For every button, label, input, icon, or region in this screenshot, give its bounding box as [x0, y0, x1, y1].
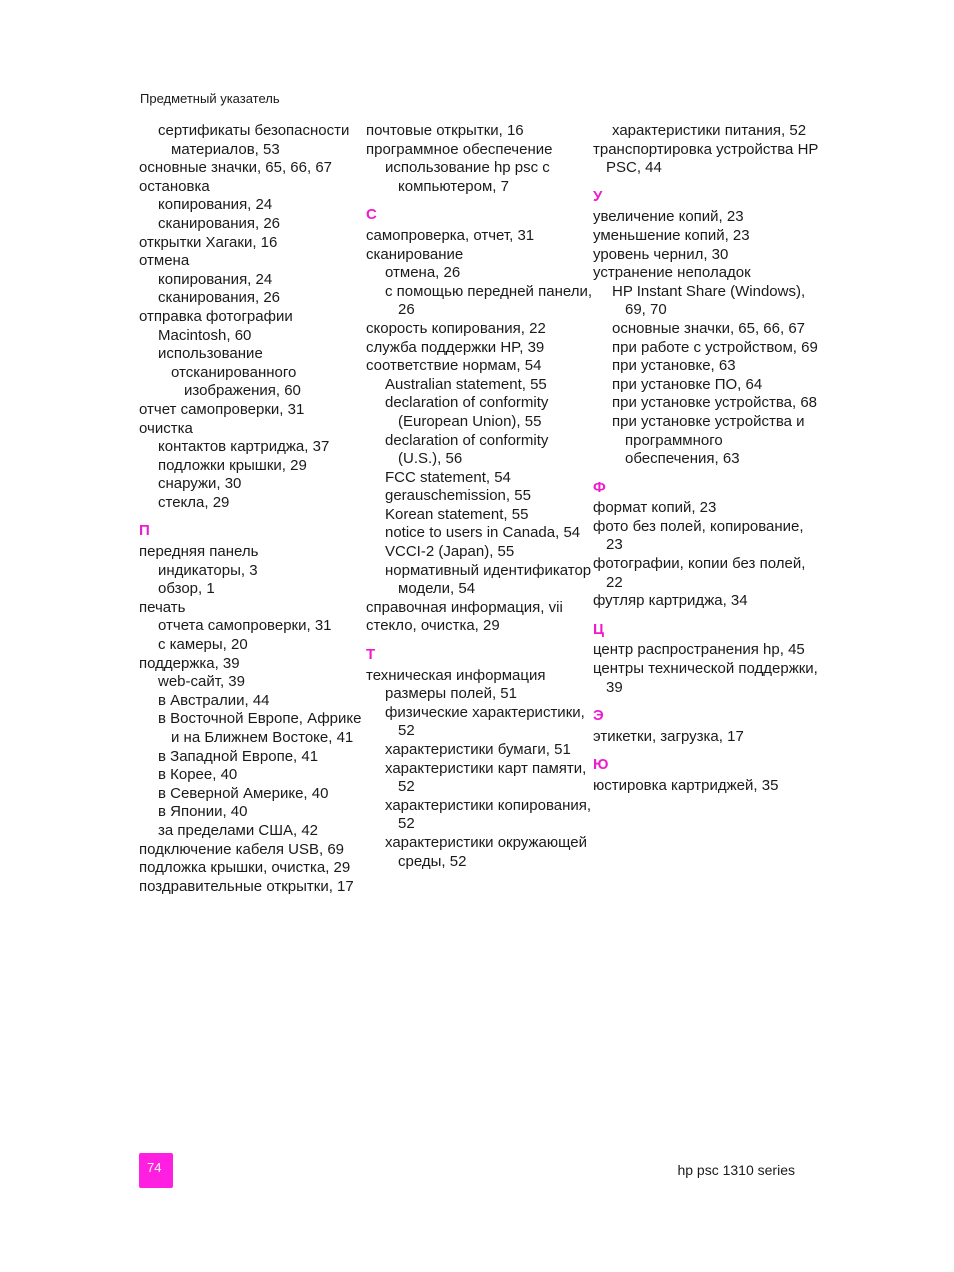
index-entry: соответствие нормам, 54: [366, 357, 542, 375]
index-subentry: нормативный идентификатор модели, 54: [385, 561, 592, 598]
index-letter-heading: С: [366, 206, 377, 224]
index-column-1: [139, 122, 365, 896]
index-entry: сканирование: [366, 245, 464, 263]
index-subentry: характеристики питания, 52: [612, 122, 807, 139]
index-subentry: с камеры, 20: [158, 636, 248, 654]
index-entry: увеличение копий, 23: [593, 208, 744, 226]
index-entry: программное обеспечение: [366, 140, 553, 158]
index-entry: юстировка картриджей, 35: [593, 777, 779, 794]
index-subentry: notice to users in Canada, 54: [385, 524, 581, 542]
index-entry: фотографии, копии без полей, 22: [593, 555, 806, 591]
index-entry: служба поддержки HP, 39: [366, 338, 545, 356]
index-entry: устранение неполадок: [593, 264, 751, 282]
index-subentry: подложки крышки, 29: [158, 456, 307, 474]
index-subentry: HP Instant Share (Windows), 69, 70: [612, 282, 806, 319]
index-subentry: контактов картриджа, 37: [158, 438, 330, 456]
index-subentry: с помощью передней панели, 26: [385, 282, 592, 319]
index-subentry: отмена, 26: [385, 264, 461, 282]
index-entry: подключение кабеля USB, 69: [139, 840, 345, 858]
index-entry: справочная информация, vii: [366, 598, 563, 616]
index-entry: скорость копирования, 22: [366, 319, 546, 337]
index-subentry: при установке, 63: [612, 357, 736, 375]
index-subentry: размеры полей, 51: [385, 685, 517, 703]
index-entry: почтовые открытки, 16: [366, 122, 524, 139]
index-subentry: в Северной Америке, 40: [158, 784, 329, 802]
index-letter-heading: П: [139, 522, 150, 540]
index-subentry: снаружи, 30: [158, 475, 242, 493]
running-header: Предметный указатель: [140, 91, 280, 106]
index-column-2: [366, 122, 592, 871]
index-subentry: при установке устройства, 68: [612, 394, 818, 412]
index-subentry: Australian statement, 55: [385, 375, 547, 393]
index-entry: поддержка, 39: [139, 654, 240, 672]
index-entry: остановка: [139, 177, 210, 195]
index-subentry: характеристики карт памяти, 52: [385, 759, 587, 796]
index-entry: подложка крышки, очистка, 29: [139, 859, 351, 877]
index-entry: стекло, очистка, 29: [366, 617, 500, 635]
index-subentry: отчета самопроверки, 31: [158, 617, 332, 635]
index-entry: транспортировка устройства HP PSC, 44: [593, 140, 819, 177]
index-letter-heading: Ф: [593, 478, 606, 496]
index-entry: очистка: [139, 419, 193, 437]
index-subentry: Korean statement, 55: [385, 505, 529, 523]
index-entry: отправка фотографии: [139, 307, 293, 325]
index-subentry: сканирования, 26: [158, 289, 281, 307]
index-subentry: declaration of conformity (U.S.), 56: [385, 431, 549, 468]
index-subentry: в Корее, 40: [158, 766, 238, 784]
index-letter-heading: Ю: [593, 756, 609, 774]
index-subentry: в Восточной Европе, Африке и на Ближнем Востоке, 41: [158, 710, 362, 746]
index-column-3: [593, 122, 819, 796]
index-entry: уровень чернил, 30: [593, 245, 729, 263]
index-entry: уменьшение копий, 23: [593, 226, 750, 244]
index-letter-heading: Ц: [593, 620, 604, 638]
index-entry: поздравительные открытки, 17: [139, 877, 354, 895]
index-letter-heading: Т: [366, 646, 376, 664]
index-subentry: физические характеристики, 52: [385, 703, 585, 740]
index-entry: техническая информация: [366, 666, 546, 684]
index-subentry: в Японии, 40: [158, 803, 248, 821]
index-subentry: web-сайт, 39: [158, 673, 245, 691]
index-subentry: при работе с устройством, 69: [612, 338, 818, 356]
page-number-badge: 74: [139, 1153, 173, 1188]
index-subentry: стекла, 29: [158, 493, 230, 511]
index-subentry: Macintosh, 60: [158, 326, 252, 344]
index-subentry: VCCI-2 (Japan), 55: [385, 543, 515, 561]
footer-product-name: hp psc 1310 series: [677, 1162, 795, 1178]
index-subentry: использование: [158, 345, 263, 363]
index-subentry: характеристики бумаги, 51: [385, 741, 571, 758]
index-subentry: сертификаты безопасности материалов, 53: [158, 122, 350, 158]
index-entry: самопроверка, отчет, 31: [366, 226, 535, 244]
index-entry: этикетки, загрузка, 17: [593, 727, 744, 745]
index-subentry: declaration of conformity (European Union), 55: [385, 394, 549, 430]
index-entry: футляр картриджа, 34: [593, 592, 748, 610]
index-entry: открытки Хагаки, 16: [139, 233, 278, 251]
index-entry: центры технической поддержки, 39: [593, 660, 818, 696]
index-entry: отмена: [139, 252, 190, 270]
index-subentry: копирования, 24: [158, 196, 273, 214]
index-letter-heading: У: [593, 187, 603, 205]
index-entry: основные значки, 65, 66, 67: [139, 159, 333, 177]
index-subentry: использование hp psc с компьютером, 7: [385, 159, 550, 195]
index-subentry: характеристики копирования, 52: [385, 796, 592, 833]
index-entry: фото без полей, копирование, 23: [593, 517, 804, 554]
index-subentry: сканирования, 26: [158, 214, 281, 232]
index-subentry: характеристики окружающей среды, 52: [385, 833, 587, 870]
index-subentry: при установке устройства и программного обеспечения, 63: [612, 412, 805, 468]
index-subentry: FCC statement, 54: [385, 468, 511, 486]
index-subentry: gerauschemission, 55: [385, 487, 531, 505]
index-subentry: обзор, 1: [158, 580, 215, 598]
index-subentry: в Австралии, 44: [158, 691, 270, 709]
index-entry: центр распространения hp, 45: [593, 641, 805, 659]
index-entry: формат копий, 23: [593, 499, 717, 517]
index-subentry: индикаторы, 3: [158, 561, 258, 579]
index-subentry: основные значки, 65, 66, 67: [612, 319, 806, 337]
index-entry: печать: [139, 598, 186, 616]
index-subentry: при установке ПО, 64: [612, 375, 763, 393]
index-entry: передняя панель: [139, 543, 259, 561]
index-subentry: копирования, 24: [158, 270, 273, 288]
index-subentry: за пределами США, 42: [158, 821, 319, 839]
index-subentry: отсканированного изображения, 60: [171, 363, 301, 400]
index-letter-heading: Э: [593, 707, 604, 725]
index-subentry: в Западной Европе, 41: [158, 747, 319, 765]
index-entry: отчет самопроверки, 31: [139, 400, 305, 418]
